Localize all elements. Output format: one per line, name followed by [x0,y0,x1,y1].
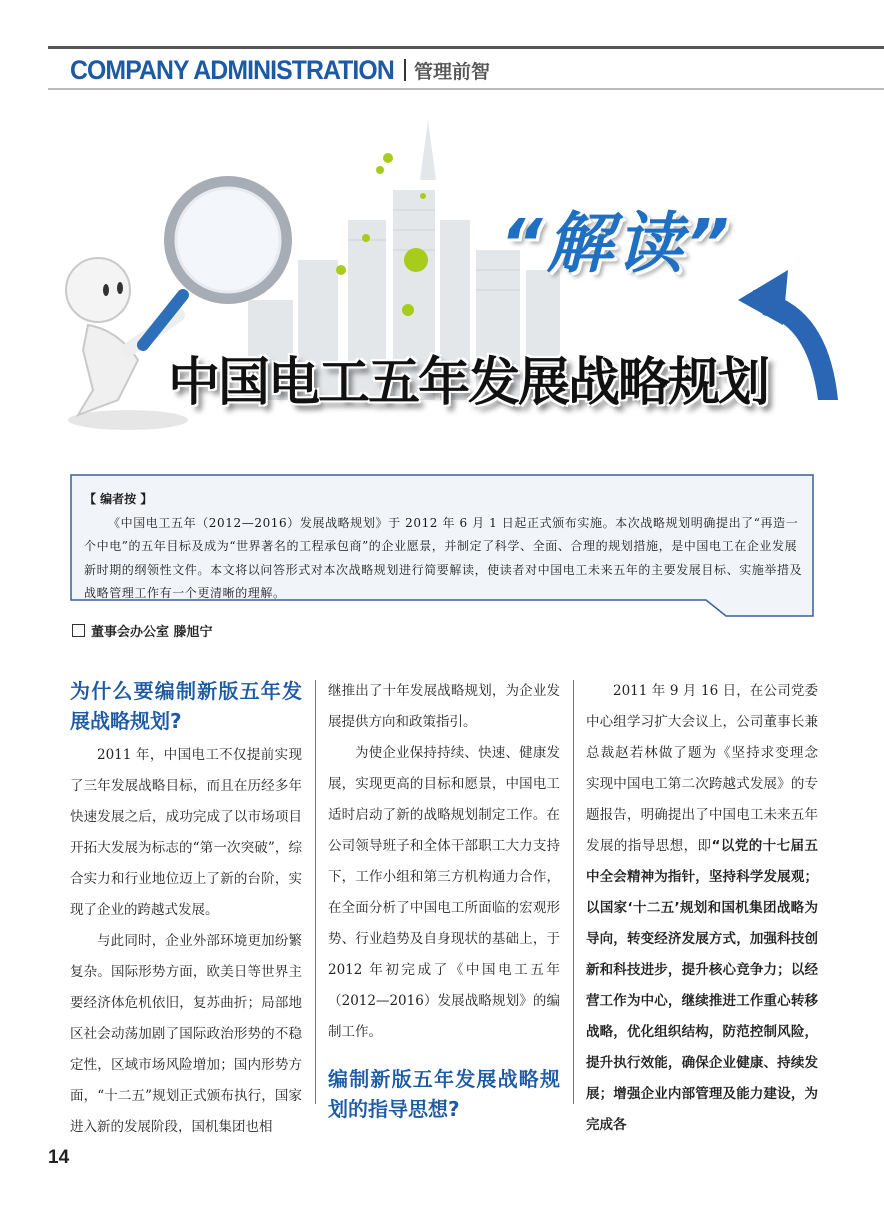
hero-banner [48,100,884,440]
paragraph: 继推出了十年发展战略规划，为企业发展提供方向和政策指引。 [328,683,560,730]
author-name: 董事会办公室 滕旭宁 [91,625,213,640]
article-column-2 [328,676,560,1128]
column-divider [315,680,316,1104]
article-column-3 [586,676,818,1141]
checkbox-square-icon [72,624,85,637]
header-bottom-rule [48,88,884,90]
page-number: 14 [48,1147,70,1168]
column-divider [573,680,574,1104]
brand-title: COMPANY ADMINISTRATION [70,54,394,85]
question-heading-1: 为什么要编制新版五年发展战略规划? [70,679,302,733]
page-title: 中国电工五年发展战略规划 [168,353,769,413]
header-separator [404,59,406,81]
page-header [70,52,490,88]
paragraph-bold-run: “以党的十七届五中全会精神为指针，坚持科学发展观；以国家‘十二五’规划和国机集团战略为导向，转变经济发展方式，加强科技创新和科技进步，提升核心竞争力；以经营工作为中心，继续推进工作重心转移战略，优化组织结构，防范控制风险，提升执行效能，确保企业健康、持续发展；增强企业内部管理及能力建设，为完成各 [586,838,819,1133]
paragraph-plain-run: 2011 年 9 月 16 日，在公司党委中心组学习扩大会议上，公司董事长兼总裁赵若林做了题为《坚持求变理念 实现中国电工第二次跨越式发展》的专题报告，明确提出了中国电工未来五年发展的指导思想，即 [586,683,818,854]
question-heading-2: 编制新版五年发展战略规划的指导思想? [328,1067,560,1121]
author-line [72,621,213,640]
paragraph: 为使企业保持持续、快速、健康发展，实现更高的目标和愿景，中国电工适时启动了新的战略规划制定工作。在公司领导班子和全体干部职工大力支持下，工作小组和第三方机构通力合作，在全面分析了中国电工所面临的宏观形势、行业趋势及自身现状的基础上，于 2012 年初完成了《中国电工五年（2012—2016）发展战略规划》的编制工作。 [328,745,560,1040]
quote-word: “解读” [500,205,734,282]
editor-note-body: 《中国电工五年（2012—2016）发展战略规划》于 2012 年 6 月 1 日起正式颁布实施。本次战略规划明确提出了“再造一个中电”的五年目标及成为“世界著名的工程承包商”的企业愿景，并制定了科学、全面、合理的规划措施，是中国电工在企业发展新时期的纲领性文件。本文将以问答形式对本次战略规划进行简要解读，使读者对中国电工未来五年的主要发展目标、实施举措及战略管理工作有一个更清晰的理解。 [84,515,803,600]
header-top-rule [48,46,884,49]
article-column-1 [70,676,302,1143]
paragraph: 与此同时，企业外部环境更加纷繁复杂。国际形势方面，欧美日等世界主要经济体危机依旧，复苏曲折；局部地区社会动荡加剧了国际政治形势的不稳定性，区域市场风险增加；国内形势方面，“十二五”规划正式颁布执行，国家进入新的发展阶段，国机集团也相 [70,933,302,1135]
paragraph: 2011 年，中国电工不仅提前实现了三年发展战略目标，而且在历经多年快速发展之后，成功完成了以市场项目开拓大发展为标志的“第一次突破”，综合实力和行业地位迈上了新的台阶，实现了企业的跨越式发展。 [70,747,302,918]
editor-note-label: 【 编者按 】 [84,492,153,506]
editor-note [84,488,804,606]
paragraph [586,676,818,1141]
section-title: 管理前智 [414,60,491,83]
